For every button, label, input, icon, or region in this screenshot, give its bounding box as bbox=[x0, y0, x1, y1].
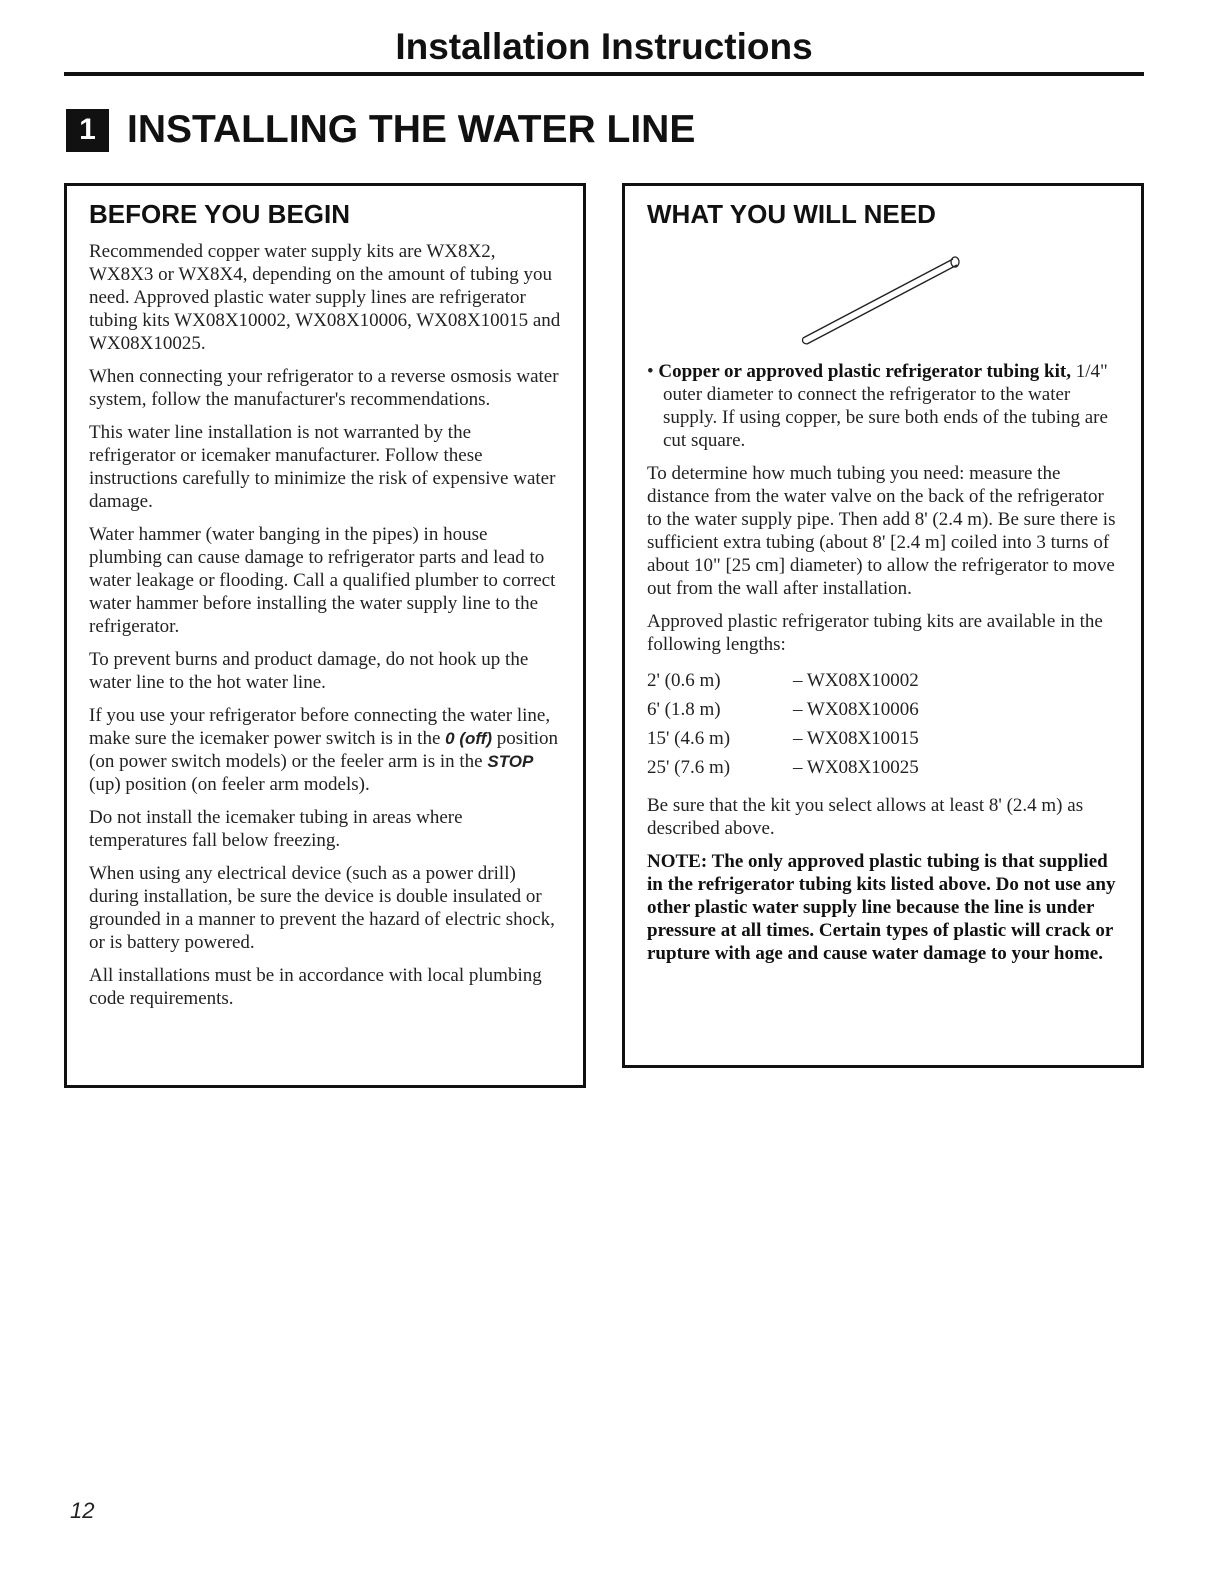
bullet-mark: • bbox=[647, 361, 654, 382]
tubing-illustration-icon bbox=[797, 250, 967, 350]
length-cell: 15' (4.6 m) bbox=[647, 728, 731, 749]
stop-position-label: STOP bbox=[487, 752, 534, 771]
kit-cell: – WX08X10006 bbox=[793, 699, 919, 720]
what-you-will-need-heading: WHAT YOU WILL NEED bbox=[647, 199, 936, 229]
kit-cell: – WX08X10015 bbox=[793, 728, 919, 749]
section-heading bbox=[66, 104, 695, 156]
kit-cell: – WX08X10025 bbox=[793, 757, 919, 778]
length-cell: 6' (1.8 m) bbox=[647, 699, 721, 720]
kit-cell: – WX08X10002 bbox=[793, 670, 919, 691]
paragraph-supply-kits: Recommended copper water supply kits are WX8X2, WX8X3 or WX8X4, depending on the amount of tubing you need. Approved plastic water supply lines are refrigerator tubing kits WX08X10002, WX08X10006, WX08X10015 and WX08X10025. bbox=[89, 241, 561, 354]
off-position-label: 0 (off) bbox=[445, 729, 493, 748]
table-row bbox=[647, 724, 919, 753]
length-cell: 25' (7.6 m) bbox=[647, 757, 731, 778]
page-header-title: Installation Instructions bbox=[395, 26, 813, 67]
before-you-begin-heading: BEFORE YOU BEGIN bbox=[89, 199, 351, 229]
tubing-kit-bullet bbox=[647, 360, 1119, 452]
table-row bbox=[647, 695, 919, 724]
paragraph-icemaker-switch bbox=[89, 704, 561, 796]
tubing-kit-detail: 1/4" outer diameter to connect the refrigerator to the water supply. If using copper, be sure both ends of the tubing are cut square. bbox=[663, 361, 1108, 451]
paragraph-available-lengths: Approved plastic refrigerator tubing kits are available in the following lengths: bbox=[647, 611, 1103, 655]
tubing-kit-lead: Copper or approved plastic refrigerator tubing kit, bbox=[658, 361, 1071, 382]
length-cell: 2' (0.6 m) bbox=[647, 670, 721, 691]
tubing-lengths-table bbox=[647, 666, 919, 782]
section-title: INSTALLING THE WATER LINE bbox=[127, 108, 696, 151]
before-you-begin-box bbox=[64, 183, 586, 1088]
paragraph-freezing: Do not install the icemaker tubing in areas where temperatures fall below freezing. bbox=[89, 807, 463, 851]
paragraph-measure-tubing: To determine how much tubing you need: measure the distance from the water valve on the back of the refrigerator to the water supply pipe. Then add 8' (2.4 m). Be sure there is sufficient extra tubing (about 8' [2.4 m] coiled into 3 turns of about 10" [25 cm] diameter) to allow the refrigerator to move out from the wall after installation. bbox=[647, 463, 1116, 599]
icemaker-text-a: If you use your refrigerator before connecting the water line, make sure the icemaker power switch is in the bbox=[89, 705, 551, 749]
paragraph-plumbing-code: All installations must be in accordance with local plumbing code requirements. bbox=[89, 965, 542, 1009]
paragraph-electrical-device: When using any electrical device (such as a power drill) during installation, be sure the device is double insulated or grounded in a manner to prevent the hazard of electric shock, or is battery powered. bbox=[89, 863, 555, 953]
header-rule bbox=[64, 72, 1144, 76]
step-number-badge: 1 bbox=[66, 109, 109, 152]
table-row bbox=[647, 753, 919, 782]
paragraph-water-hammer: Water hammer (water banging in the pipes) in house plumbing can cause damage to refrigerator parts and lead to water leakage or flooding. Call a qualified plumber to correct water hammer before installing the water supply line to the refrigerator. bbox=[89, 524, 556, 637]
what-you-will-need-box bbox=[622, 183, 1144, 1068]
icemaker-text-c: (up) position (on feeler arm models). bbox=[89, 774, 370, 795]
table-row bbox=[647, 666, 919, 695]
paragraph-hot-water: To prevent burns and product damage, do not hook up the water line to the hot water line. bbox=[89, 649, 529, 693]
paragraph-warranty: This water line installation is not warranted by the refrigerator or icemaker manufacturer. Follow these instructions carefully to minimize the risk of expensive water damage. bbox=[89, 422, 556, 512]
paragraph-reverse-osmosis: When connecting your refrigerator to a reverse osmosis water system, follow the manufacturer's recommendations. bbox=[89, 366, 559, 410]
icemaker-text-b: position (on power switch models) or the feeler arm is in the bbox=[89, 728, 559, 772]
paragraph-kit-length-check: Be sure that the kit you select allows at least 8' (2.4 m) as described above. bbox=[647, 795, 1084, 839]
note-paragraph: NOTE: The only approved plastic tubing is that supplied in the refrigerator tubing kits listed above. Do not use any other plastic water supply line because the line is under pressure at all times. Certain types of plastic will crack or rupture with age and cause water damage to your home. bbox=[647, 851, 1116, 964]
page-number: 12 bbox=[70, 1498, 95, 1523]
